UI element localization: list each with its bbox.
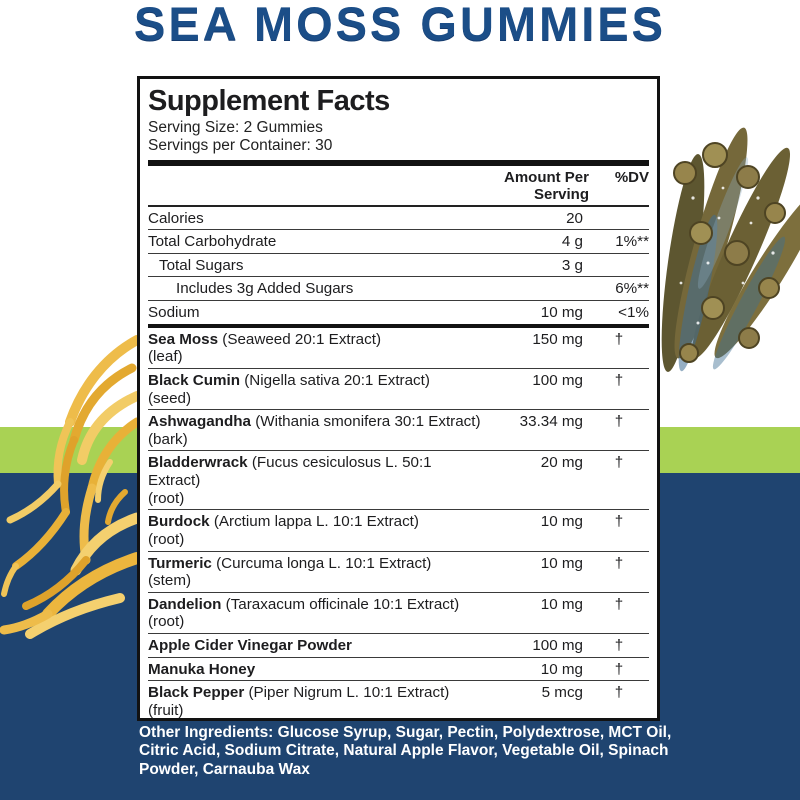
amount-value: 5 mcg [541,684,583,702]
dv-value: † [614,371,624,389]
ingredient-name: Bladderwrack (Fucus cesiculosus L. 50:1 Extract) (root) [148,454,432,507]
ingredient-name: Total Carbohydrate [148,233,277,251]
ingredient-name: Manuka Honey [148,660,256,678]
table-row [148,410,649,451]
table-row [148,328,649,369]
amount-value: 100 mg [532,637,583,655]
amount-value: 10 mg [540,513,583,531]
nutrient-table [148,207,649,324]
header-spacer [148,169,481,203]
amount-value: 20 [566,209,583,227]
ingredient-name: Sea Moss (Seaweed 20:1 Extract) (leaf) [148,330,382,366]
ingredient-name: Dandelion (Taraxacum officinale 10:1 Extract) (root) [148,595,460,631]
servings-per-container: Servings per Container: 30 [148,137,333,155]
dv-value: † [614,637,624,655]
table-row [148,552,649,593]
dv-value: 6%** [615,280,649,298]
amount-value: 4 g [561,233,583,251]
dv-value: † [614,454,624,472]
ingredient-name: Total Sugars [159,256,244,274]
amount-value: 100 mg [532,371,583,389]
page-title: SEA MOSS GUMMIES [134,0,666,50]
dv-value: † [614,660,624,678]
botanical-table [148,328,649,721]
dv-value: † [614,595,624,613]
dv-value: † [614,684,624,702]
amount-value: 10 mg [540,595,583,613]
table-row [148,451,649,510]
other-ingredients: Other Ingredients: Glucose Syrup, Sugar, Pectin, Polydextrose, MCT Oil, Citric Acid, Sodium Citrate, Natural Apple Flavor, Vegetable Oil, Spinach Powder, Carnauba Wax [139,724,672,778]
table-row [148,301,649,324]
dv-value: † [614,413,624,431]
dv-value: † [614,330,624,348]
column-header-dv: %DV [614,168,649,186]
ingredient-name: Turmeric (Curcuma longa L. 10:1 Extract) (stem) [148,554,432,590]
amount-value: 10 mg [540,304,583,322]
dv-value: † [614,513,624,531]
dv-value: <1% [618,304,649,322]
sea-moss-photo [0,322,137,647]
ingredient-name: Black Cumin (Nigella sativa 20:1 Extract) (seed) [148,371,430,407]
serving-size: Serving Size: 2 Gummies [148,119,323,136]
ingredient-name: Sodium [148,304,200,322]
amount-value: 3 g [561,256,583,274]
table-row [148,254,649,278]
amount-value: 10 mg [540,660,583,678]
panel-title: Supplement Facts [148,85,390,117]
dv-value: † [614,554,624,572]
ingredient-name: Calories [148,209,204,227]
ingredient-name: Apple Cider Vinegar Powder [148,637,352,655]
table-row [148,369,649,410]
ingredient-name: Black Pepper (Piper Nigrum L. 10:1 Extract) (fruit) [148,684,450,719]
ingredient-name: Ashwagandha (Withania smonifera 30:1 Extract) (bark) [148,413,481,448]
amount-value: 33.34 mg [519,413,583,431]
table-row [148,277,649,301]
table-header [148,166,649,207]
table-row [148,634,649,658]
amount-value: 20 mg [540,454,583,472]
bladderwrack-photo [653,103,800,393]
supplement-facts-panel [137,76,660,721]
amount-value: 10 mg [540,554,583,572]
table-row [148,510,649,551]
table-row [148,658,649,682]
amount-value: 150 mg [532,330,583,348]
table-row [148,230,649,254]
dv-value: 1%** [615,233,649,251]
column-header-amount: Amount Per Serving [503,168,589,203]
table-row [148,593,649,634]
table-row [148,207,649,231]
table-row [148,681,649,721]
ingredient-name: Includes 3g Added Sugars [176,280,354,298]
ingredient-name: Burdock (Arctium lappa L. 10:1 Extract) (root) [148,513,419,548]
